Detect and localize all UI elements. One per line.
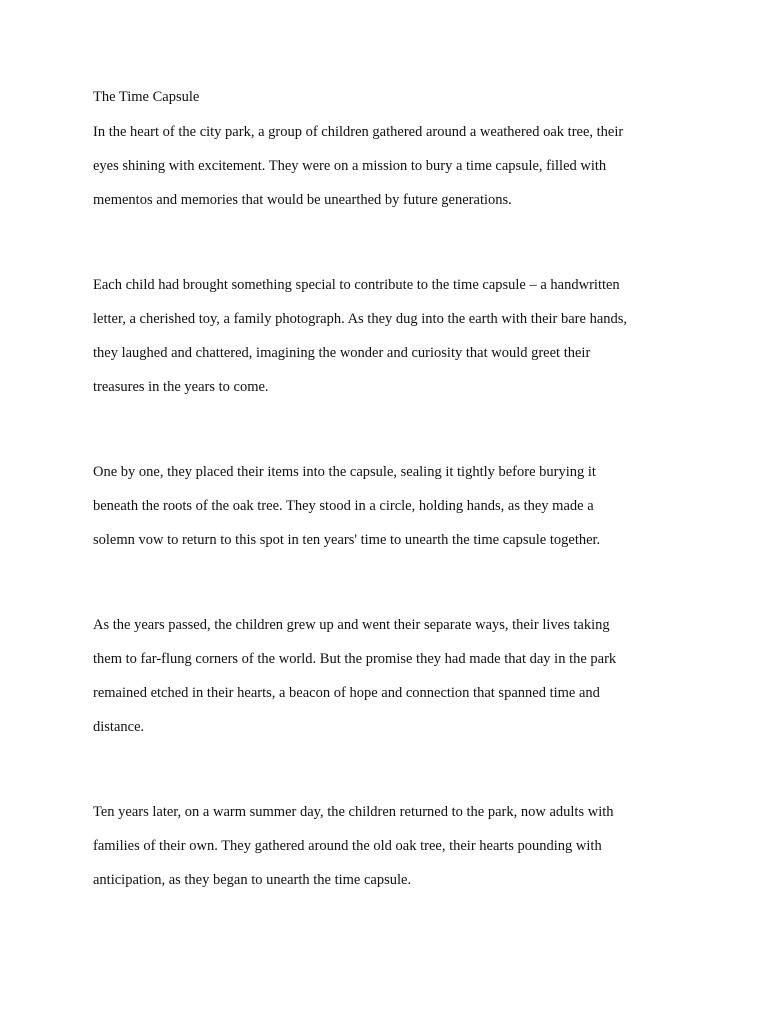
paragraph-line: solemn vow to return to this spot in ten years' time to unearth the time capsule together. <box>93 532 601 548</box>
document-title: The Time Capsule <box>93 89 200 105</box>
paragraph-line: treasures in the years to come. <box>93 379 269 395</box>
paragraph-line: anticipation, as they began to unearth the time capsule. <box>93 872 412 888</box>
paragraph-line: In the heart of the city park, a group of children gathered around a weathered oak tree, their <box>93 124 624 140</box>
paragraph-2 <box>93 268 673 404</box>
paragraph-line: Ten years later, on a warm summer day, the children returned to the park, now adults with <box>93 804 614 820</box>
paragraph-line: As the years passed, the children grew up and went their separate ways, their lives taking <box>93 617 610 633</box>
paragraph-line: them to far-flung corners of the world. But the promise they had made that day in the park <box>93 651 617 667</box>
paragraph-4 <box>93 608 673 744</box>
document-body <box>93 83 673 948</box>
paragraph-line: beneath the roots of the oak tree. They stood in a circle, holding hands, as they made a <box>93 498 594 514</box>
paragraph-line: families of their own. They gathered around the old oak tree, their hearts pounding with <box>93 838 602 854</box>
paragraph-line: One by one, they placed their items into the capsule, sealing it tightly before burying it <box>93 464 596 480</box>
paragraph-line: eyes shining with excitement. They were on a mission to bury a time capsule, filled with <box>93 158 607 174</box>
paragraph-1 <box>93 115 673 217</box>
paragraph-line: distance. <box>93 719 145 735</box>
paragraph-5 <box>93 795 673 897</box>
paragraph-line: mementos and memories that would be unearthed by future generations. <box>93 192 512 208</box>
paragraph-line: remained etched in their hearts, a beacon of hope and connection that spanned time and <box>93 685 600 701</box>
paragraph-line: Each child had brought something special to contribute to the time capsule – a handwritten <box>93 277 620 293</box>
paragraph-line: letter, a cherished toy, a family photograph. As they dug into the earth with their bare hands, <box>93 311 628 327</box>
paragraph-3 <box>93 455 673 557</box>
paragraph-line: they laughed and chattered, imagining the wonder and curiosity that would greet their <box>93 345 591 361</box>
